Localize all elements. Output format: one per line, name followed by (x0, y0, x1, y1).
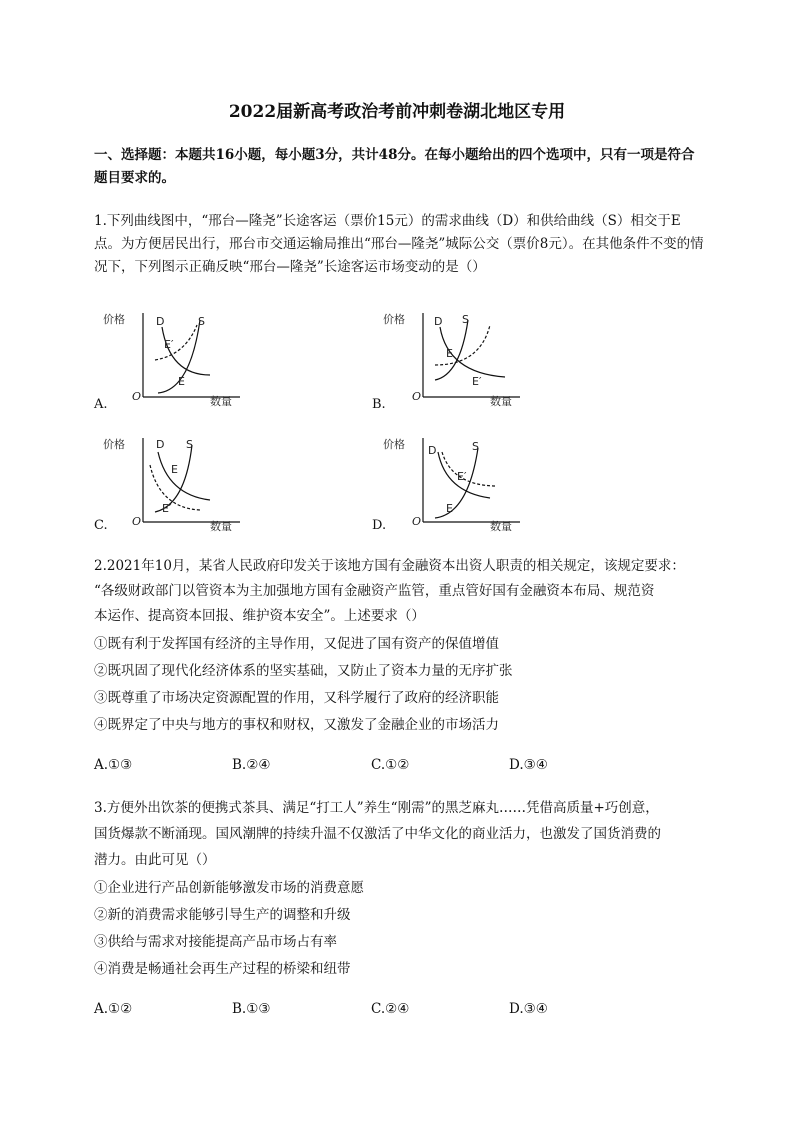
q1-option-b[interactable]: B. (372, 397, 386, 412)
q3-item-4: ④消费是畅通社会再生产过程的桥梁和纽带 (94, 961, 351, 977)
demand-label: D (428, 444, 437, 457)
quantity-label: 数量 (490, 395, 512, 408)
q2-choice-d[interactable]: D.③④ (509, 757, 548, 773)
new-eq-label: E′ (162, 502, 172, 515)
price-label: 价格 (383, 438, 405, 451)
section-heading: 一、选择题：本题共16小题，每小题3分，共计48分。在每小题给出的四个选项中，只有一项是符合题目要求的。 (94, 147, 695, 186)
q1-option-a[interactable]: A. (94, 397, 108, 412)
origin-label: O (412, 390, 422, 403)
origin-label: O (132, 515, 142, 528)
q1-option-d[interactable]: D. (372, 518, 387, 533)
eq-label: E (171, 463, 178, 476)
q3-stem-line-3: 潜力。由此可见（） (94, 852, 216, 868)
new-eq-label: E′ (472, 375, 482, 388)
graph-d-svg (380, 430, 530, 542)
new-eq-label: E′ (457, 470, 467, 483)
graph-b-svg (380, 305, 530, 417)
quantity-label: 数量 (210, 520, 232, 533)
graph-a-svg (100, 305, 250, 417)
supply-label: S (462, 313, 469, 326)
price-label: 价格 (103, 313, 125, 326)
q3-choice-b[interactable]: B.①③ (232, 1001, 271, 1017)
demand-label: D (156, 438, 165, 451)
q1-graph-c (100, 430, 250, 542)
q1-stem: 1.下列曲线图中，“邢台—隆尧”长途客运（票价15元）的需求曲线（D）和供给曲线（S）相交于E点。为方便居民出行，邢台市交通运输局推出“邢台—隆尧”城际公交（票价8元）。在其他条件不变的情况下，下列图示正确反映“邢台—隆尧”长途客运市场变动的是（） (94, 213, 704, 275)
q2-item-2: ②既巩固了现代化经济体系的坚实基础，又防止了资本力量的无序扩张 (94, 663, 513, 679)
q2-stem-line-3: 本运作、提高资本回报、维护资本安全”。上述要求（） (94, 608, 425, 624)
shifted-curve (442, 452, 495, 486)
graph-c-svg (100, 430, 250, 542)
q1-graph-b (380, 305, 530, 417)
origin-label: O (412, 515, 422, 528)
demand-curve (162, 327, 210, 375)
supply-label: S (186, 438, 193, 451)
q1-graph-a (100, 305, 250, 417)
q3-choice-d[interactable]: D.③④ (509, 1001, 548, 1017)
demand-curve (158, 452, 210, 500)
q2-item-4: ④既界定了中央与地方的事权和财权，又激发了金融企业的市场活力 (94, 717, 499, 733)
q3-item-2: ②新的消费需求能够引导生产的调整和升级 (94, 907, 351, 923)
eq-label: E (178, 375, 185, 388)
demand-label: D (156, 315, 165, 328)
quantity-label: 数量 (210, 395, 232, 408)
eq-label: E (446, 502, 453, 515)
price-label: 价格 (103, 438, 125, 451)
supply-curve (435, 448, 478, 518)
supply-label: S (472, 440, 479, 453)
q2-stem-line-1: 2.2021年10月，某省人民政府印发关于该地方国有金融资本出资人职责的相关规定，该规定要求： (94, 558, 685, 574)
q3-item-3: ③供给与需求对接能提高产品市场占有率 (94, 934, 337, 950)
origin-label: O (132, 390, 142, 403)
supply-label: S (198, 315, 205, 328)
q3-choice-a[interactable]: A.①② (94, 1001, 133, 1017)
q3-item-1: ①企业进行产品创新能够激发市场的消费意愿 (94, 880, 364, 896)
q3-stem-line-2: 国货爆款不断涌现。国风潮牌的持续升温不仅激活了中华文化的商业活力，也激发了国货消费的 (94, 826, 661, 842)
q2-choice-a[interactable]: A.①③ (94, 757, 133, 773)
quantity-label: 数量 (490, 520, 512, 533)
q2-choices (94, 757, 714, 777)
new-eq-label: E′ (164, 338, 174, 351)
q2-item-3: ③既尊重了市场决定资源配置的作用，又科学履行了政府的经济职能 (94, 690, 499, 706)
page-title: 2022届新高考政治考前冲刺卷湖北地区专用 (228, 102, 566, 122)
q1-option-c[interactable]: C. (94, 518, 108, 533)
price-label: 价格 (383, 313, 405, 326)
q3-choice-c[interactable]: C.②④ (371, 1001, 410, 1017)
q2-choice-b[interactable]: B.②④ (232, 757, 271, 773)
q2-choice-c[interactable]: C.①② (371, 757, 410, 773)
eq-label: E (446, 347, 453, 360)
q1-graph-d (380, 430, 530, 542)
q2-item-1: ①既有利于发挥国有经济的主导作用，又促进了国有资产的保值增值 (94, 636, 499, 652)
shifted-curve (155, 325, 197, 360)
demand-label: D (434, 315, 443, 328)
q3-choices (94, 1001, 714, 1021)
q3-stem-line-1: 3.方便外出饮茶的便携式茶具、满足“打工人”养生“刚需”的黑芝麻丸……凭借高质量+巧创意， (94, 800, 659, 816)
q2-stem-line-2: “各级财政部门以管资本为主加强地方国有金融资产监管，重点管好国有金融资本布局、规范资 (94, 583, 655, 599)
